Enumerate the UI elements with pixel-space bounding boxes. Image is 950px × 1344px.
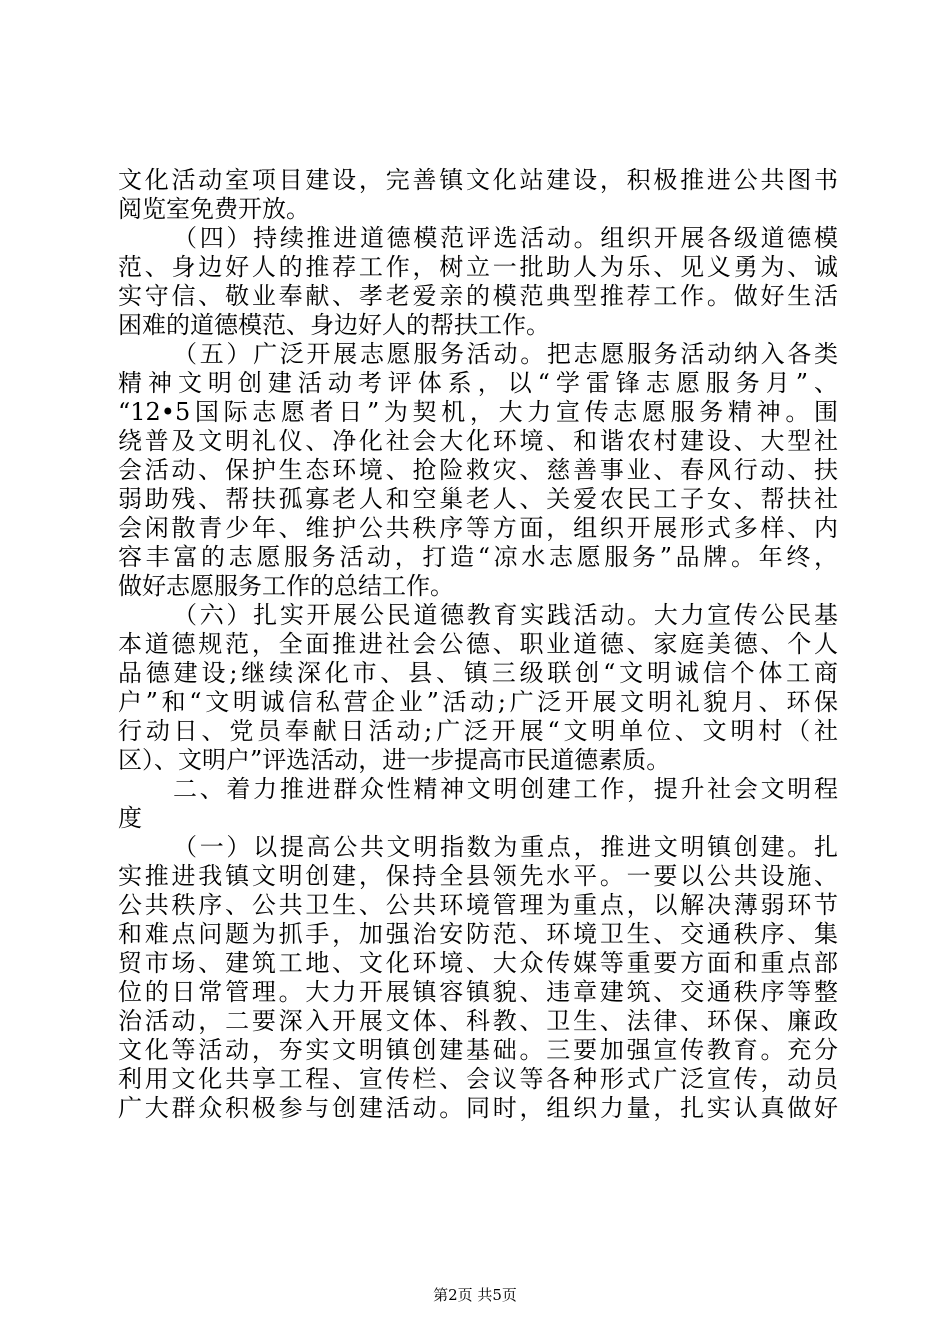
text-line: 困难的道德模范、身边好人的帮扶工作。 <box>118 311 550 339</box>
text-line: 弱助残、帮扶孤寡老人和空巢老人、关爱农民工子女、帮扶社 <box>118 485 838 513</box>
text-line: 绕普及文明礼仪、净化社会大化环境、和谐农村建设、大型社 <box>118 427 838 455</box>
text-line: 文化活动室项目建设，完善镇文化站建设，积极推进公共图书 <box>118 166 838 194</box>
paragraph-heading-line: （五）广泛开展志愿服务活动。把志愿服务活动纳入各类 <box>173 340 838 368</box>
text-line: 实推进我镇文明创建，保持全县领先水平。一要以公共设施、 <box>118 862 838 890</box>
text-line: 区）、文明户”评选活动，进一步提高市民道德素质。 <box>118 746 671 774</box>
paragraph-heading-line: （一）以提高公共文明指数为重点，推进文明镇创建。扎 <box>173 833 838 861</box>
text-line: 范、身边好人的推荐工作，树立一批助人为乐、见义勇为、诚 <box>118 253 838 281</box>
text-line: 会活动、保护生态环境、抢险救灾、慈善事业、春风行动、扶 <box>118 456 838 484</box>
text-line: 会闲散青少年、维护公共秩序等方面，组织开展形式多样、内 <box>118 514 838 542</box>
text-line: 贸市场、建筑工地、文化环境、大众传媒等重要方面和重点部 <box>118 949 838 977</box>
text-line: 文化等活动，夯实文明镇创建基础。三要加强宣传教育。充分 <box>118 1036 838 1064</box>
section-heading-line: 二、着力推进群众性精神文明创建工作，提升社会文明程 <box>173 775 838 803</box>
page-number-footer: 第2页 共5页 <box>433 1286 517 1304</box>
text-line: 行动日、党员奉献日活动;广泛开展“文明单位、文明村（社 <box>118 717 838 745</box>
document-body <box>118 166 838 1123</box>
text-line: 利用文化共享工程、宣传栏、会议等各种形式广泛宣传，动员 <box>118 1065 838 1093</box>
text-line: 公共秩序、公共卫生、公共环境管理为重点，以解决薄弱环节 <box>118 891 838 919</box>
text-line: 户”和“文明诚信私营企业”活动;广泛开展文明礼貌月、环保 <box>118 688 838 716</box>
text-line: 治活动，二要深入开展文体、科教、卫生、法律、环保、廉政 <box>118 1007 838 1035</box>
text-line: “12•5国际志愿者日”为契机，大力宣传志愿服务精神。围 <box>118 398 838 426</box>
text-line: 品德建设;继续深化市、县、镇三级联创“文明诚信个体工商 <box>118 659 838 687</box>
text-line: 实守信、敬业奉献、孝老爱亲的模范典型推荐工作。做好生活 <box>118 282 838 310</box>
paragraph-heading-line: （六）扎实开展公民道德教育实践活动。大力宣传公民基 <box>173 601 838 629</box>
text-line: 阅览室免费开放。 <box>118 195 310 223</box>
section-heading-line: 度 <box>118 804 142 832</box>
text-line: 容丰富的志愿服务活动，打造“凉水志愿服务”品牌。年终， <box>118 543 838 571</box>
text-line: 和难点问题为抓手，加强治安防范、环境卫生、交通秩序、集 <box>118 920 838 948</box>
text-line: 精神文明创建活动考评体系，以“学雷锋志愿服务月”、 <box>118 369 838 397</box>
text-line: 本道德规范，全面推进社会公德、职业道德、家庭美德、个人 <box>118 630 838 658</box>
text-line: 广大群众积极参与创建活动。同时，组织力量，扎实认真做好 <box>118 1094 838 1122</box>
paragraph-heading-line: （四）持续推进道德模范评选活动。组织开展各级道德模 <box>173 224 838 252</box>
text-line: 位的日常管理。大力开展镇容镇貌、违章建筑、交通秩序等整 <box>118 978 838 1006</box>
text-line: 做好志愿服务工作的总结工作。 <box>118 572 454 600</box>
